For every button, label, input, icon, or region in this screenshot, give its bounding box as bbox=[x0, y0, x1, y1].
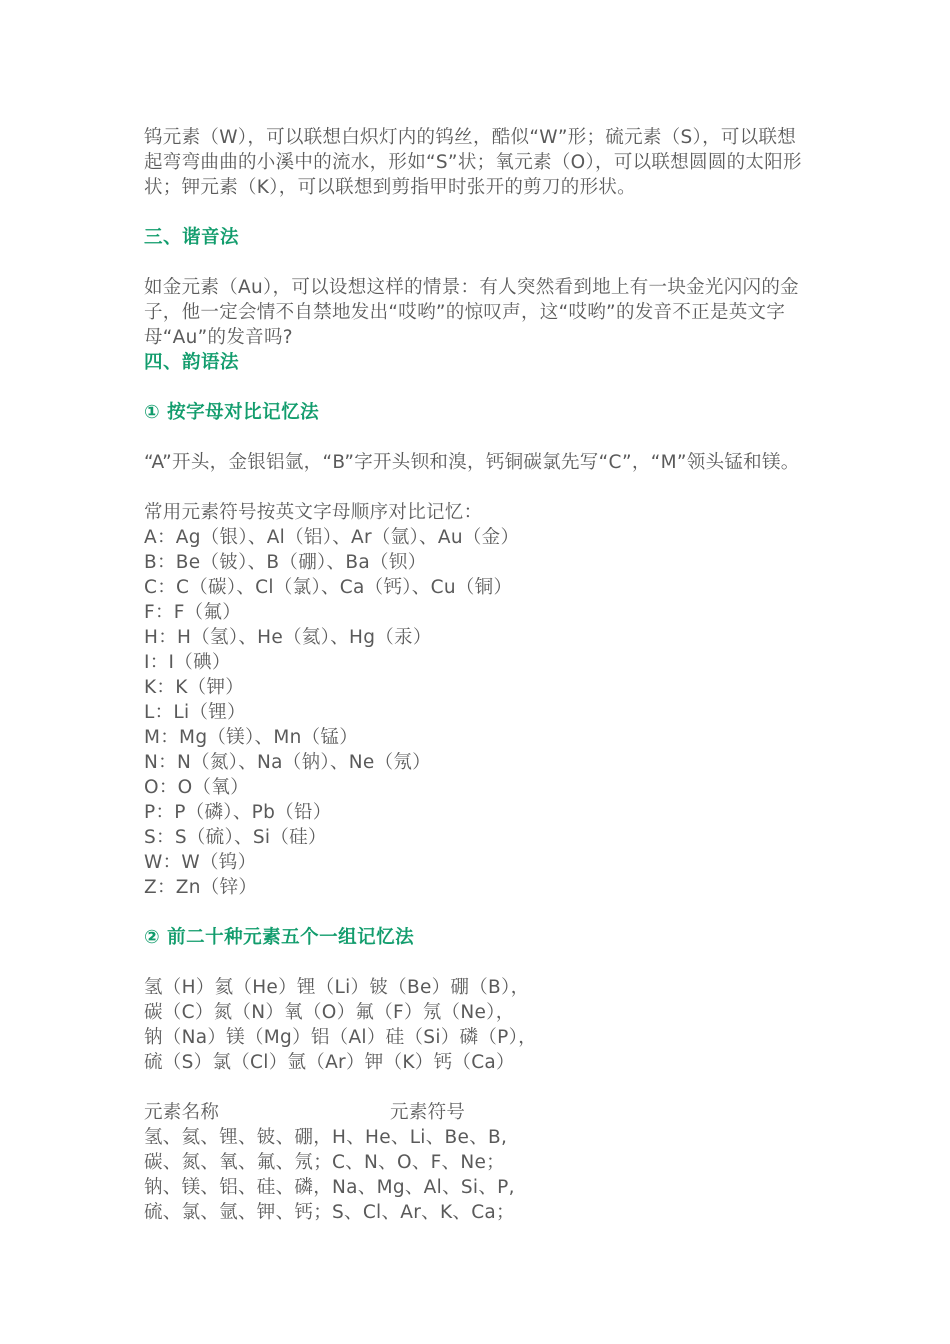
list-item: H：H（氢）、He（氦）、Hg（汞） bbox=[144, 627, 432, 648]
section3-heading: 三、谐音法 bbox=[144, 227, 240, 248]
list-item: C：C（碳）、Cl（氯）、Ca（钙）、Cu（铜） bbox=[144, 577, 513, 598]
group-line: 硫（S）氯（Cl）氩（Ar）钾（K）钙（Ca） bbox=[144, 1052, 515, 1073]
element-groups bbox=[144, 975, 814, 1075]
list-item: B：Be（铍）、B（硼）、Ba（钡） bbox=[144, 552, 427, 573]
list-item: L：Li（锂） bbox=[144, 702, 246, 723]
table-row: 硫、氯、氩、钾、钙；S、Cl、Ar、K、Ca； bbox=[144, 1202, 515, 1223]
section3-paragraph: 如金元素（Au），可以设想这样的情景：有人突然看到地上有一块金光闪闪的金子，他一定会情不自禁地发出“哎哟”的惊叹声，这“哎哟”的发音不正是英文字母“Au”的发音吗? bbox=[144, 277, 799, 348]
table-row: 钠、镁、铝、硅、磷，Na、Mg、Al、Si、P, bbox=[144, 1177, 515, 1198]
sub1-list-intro: 常用元素符号按英文字母顺序对比记忆： bbox=[144, 502, 483, 523]
list-item: K：K（钾） bbox=[144, 677, 245, 698]
document-content bbox=[144, 125, 814, 1225]
list-item: Z：Zn（锌） bbox=[144, 877, 258, 898]
column-header-name: 元素名称 bbox=[144, 1102, 220, 1123]
list-item: O：O（氧） bbox=[144, 777, 249, 798]
list-item: A：Ag（银）、Al（铝）、Ar（氩）、Au（金） bbox=[144, 527, 520, 548]
element-table-header bbox=[144, 1100, 814, 1125]
sub2-heading: ② 前二十种元素五个一组记忆法 bbox=[144, 927, 415, 948]
list-item: W：W（钨） bbox=[144, 852, 257, 873]
column-header-symbol: 元素符号 bbox=[390, 1102, 466, 1123]
list-item: P：P（磷）、Pb（铅） bbox=[144, 802, 332, 823]
sub1-heading: ① 按字母对比记忆法 bbox=[144, 402, 320, 423]
element-letter-list bbox=[144, 525, 814, 900]
table-row: 碳、氮、氧、氟、氖；C、N、O、F、Ne； bbox=[144, 1152, 505, 1173]
table-row: 氢、氦、锂、铍、硼，H、He、Li、Be、B, bbox=[144, 1127, 508, 1148]
intro-paragraph: 钨元素（W），可以联想白炽灯内的钨丝，酷似“W”形；硫元素（S），可以联想起弯弯曲曲的小溪中的流水，形如“S”状；氧元素（O），可以联想圆圆的太阳形状；钾元素（K），可以联想到剪指甲时张开的剪刀的形状。 bbox=[144, 127, 802, 198]
list-item: F：F（氟） bbox=[144, 602, 242, 623]
list-item: N：N（氮）、Na（钠）、Ne（氖） bbox=[144, 752, 431, 773]
list-item: S：S（硫）、Si（硅） bbox=[144, 827, 327, 848]
group-line: 钠（Na）镁（Mg）铝（Al）硅（Si）磷（P）， bbox=[144, 1027, 537, 1048]
list-item: I：I（碘） bbox=[144, 652, 231, 673]
list-item: M：Mg（镁）、Mn（锰） bbox=[144, 727, 359, 748]
group-line: 氢（H）氦（He）锂（Li）铍（Be）硼（B）， bbox=[144, 977, 530, 998]
element-table bbox=[144, 1125, 814, 1225]
group-line: 碳（C）氮（N）氧（O）氟（F）氖（Ne）， bbox=[144, 1002, 515, 1023]
sub1-rhyme: “A”开头，金银铝氩，“B”字开头钡和溴，钙铜碳氯先写“C”，“M”领头锰和镁。 bbox=[144, 452, 800, 473]
section4-heading: 四、韵语法 bbox=[144, 352, 240, 373]
